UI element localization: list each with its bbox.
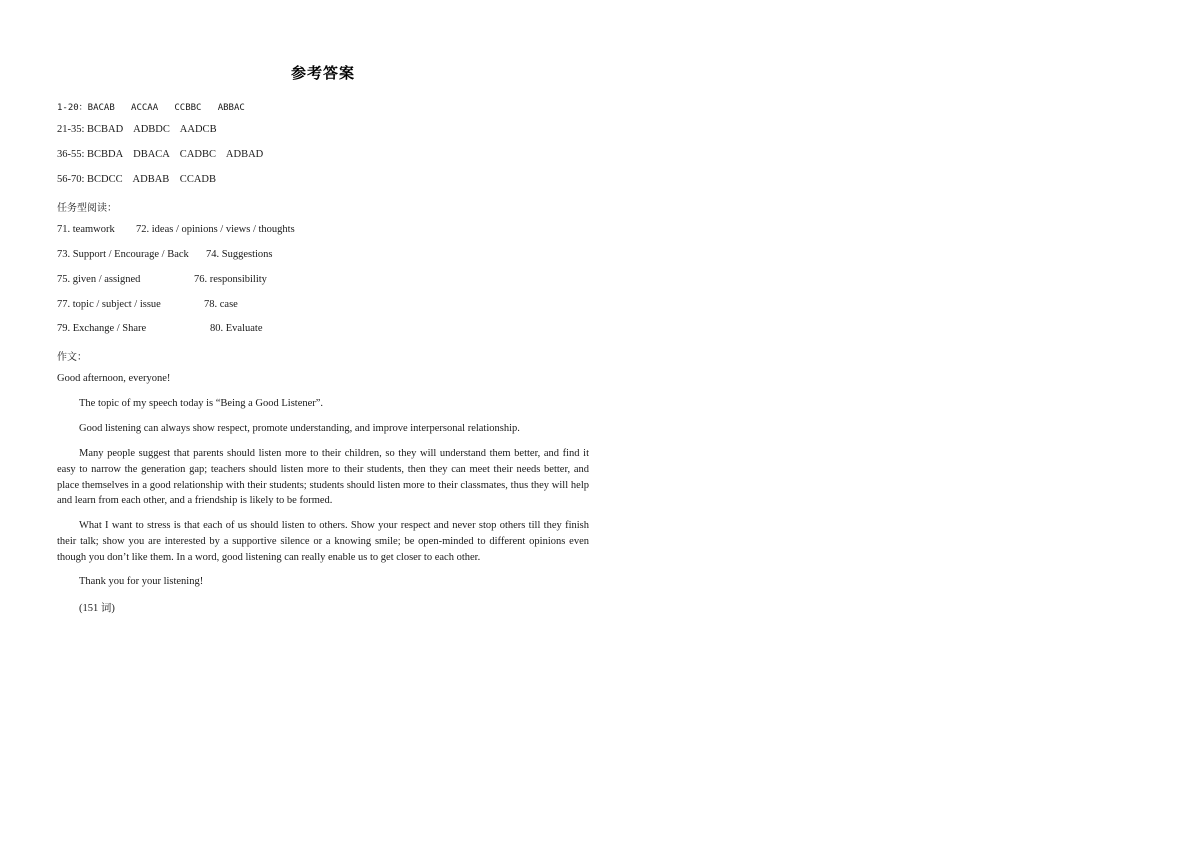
essay-paragraph-3: Many people suggest that parents should listen more to their children, so they will understand them better, and find it easy to narrow the generation gap; teachers should listen more to their students, then they can meet their needs better, and place themselves in a good relationship with their students; students should listen more to their classmates, thus they will help and learn from each other, and a friendship is likely to be formed. [57, 448, 589, 507]
essay-paragraph-2: Good listening can always show respect, promote understanding, and improve interpersonal relationship. [79, 423, 520, 434]
essay-word-count: (151 词) [79, 603, 115, 614]
answers-row-21-35: 21-35: BCBAD ADBDC AADCB [57, 124, 217, 135]
task-answer-73: 73. Support / Encourage / Back [57, 249, 189, 260]
task-answer-78: 78. case [204, 299, 238, 310]
task-answer-76: 76. responsibility [194, 274, 267, 285]
essay-greeting: Good afternoon, everyone! [57, 373, 171, 384]
answers-row-36-55: 36-55: BCBDA DBACA CADBC ADBAD [57, 149, 264, 160]
essay-paragraph-4: What I want to stress is that each of us should listen to others. Show your respect and never stop others till they finish their talk; show you are interested by a supportive silence or a knowing smile; be open-minded to different opinions even though you don’t like them. In a word, good listening can really enable us to get closer to each other. [57, 520, 589, 563]
task-answer-79: 79. Exchange / Share [57, 323, 147, 334]
task-answer-71: 71. teamwork [57, 224, 115, 235]
page-title: 参考答案 [291, 64, 356, 82]
answers-row-1-20: 1-20：BACAB ACCAA CCBBC ABBAC [57, 103, 245, 113]
task-answer-74: 74. Suggestions [206, 249, 273, 260]
task-answer-77: 77. topic / subject / issue [57, 299, 161, 310]
task-answer-80: 80. Evaluate [210, 323, 263, 334]
answers-row-56-70: 56-70: BCDCC ADBAB CCADB [57, 174, 216, 185]
task-answer-72: 72. ideas / opinions / views / thoughts [136, 224, 295, 235]
task-reading-label: 任务型阅读： [57, 203, 117, 214]
essay-closing: Thank you for your listening! [79, 576, 204, 587]
task-answer-75: 75. given / assigned [57, 274, 141, 285]
essay-label: 作文： [57, 352, 87, 363]
essay-paragraph-1: The topic of my speech today is “Being a Good Listener”. [79, 398, 324, 409]
